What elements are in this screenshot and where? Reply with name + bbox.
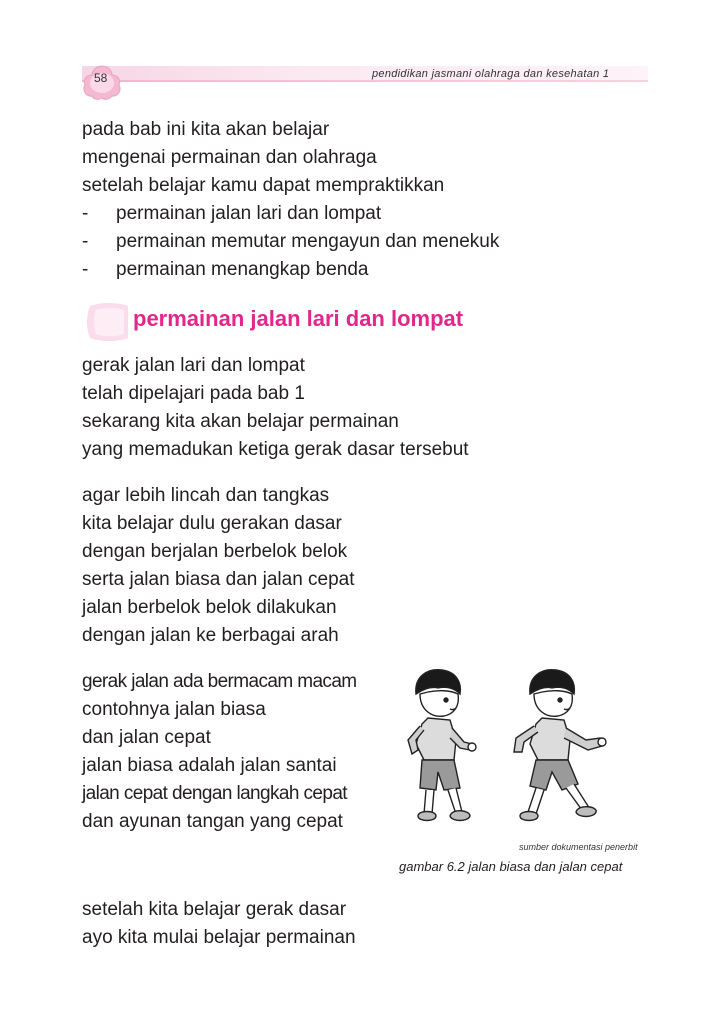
text-line: gerak jalan ada bermacam macam — [82, 671, 357, 692]
paragraph-3 — [82, 668, 357, 836]
bullet-text: permainan menangkap benda — [116, 259, 369, 280]
walking-children-illustration — [398, 664, 648, 844]
text-line: dan jalan cepat — [82, 727, 211, 748]
text-line: kita belajar dulu gerakan dasar — [82, 513, 342, 534]
intro-line: pada bab ini kita akan belajar — [82, 119, 330, 140]
child-walking-normal — [408, 670, 476, 821]
text-line: dengan berjalan berbelok belok — [82, 541, 348, 562]
section-title: permainan jalan lari dan lompat — [133, 306, 464, 331]
bullet-dash: - — [82, 203, 89, 224]
text-line: contohnya jalan biasa — [82, 699, 266, 720]
bullet-item — [82, 200, 499, 228]
bullet-item — [82, 228, 499, 256]
bullet-dash: - — [82, 231, 89, 252]
text-line: setelah kita belajar gerak dasar — [82, 899, 347, 920]
text-line: gerak jalan lari dan lompat — [82, 355, 305, 376]
text-line: jalan berbelok belok dilakukan — [82, 597, 337, 618]
text-line: agar lebih lincah dan tangkas — [82, 485, 330, 506]
child-walking-fast — [514, 670, 606, 821]
text-line: jalan biasa adalah jalan santai — [82, 755, 337, 776]
book-title: pendidikan jasmani olahraga dan kesehatan 1 — [372, 68, 610, 80]
paragraph-2 — [82, 482, 355, 650]
text-line: ayo kita mulai belajar permainan — [82, 927, 356, 948]
page-number: 58 — [94, 71, 108, 85]
figure-caption: gambar 6.2 jalan biasa dan jalan cepat — [399, 859, 623, 874]
text-line: dengan jalan ke berbagai arah — [82, 625, 339, 646]
text-line: dan ayunan tangan yang cepat — [82, 811, 343, 832]
intro-line: setelah belajar kamu dapat mempraktikkan — [82, 175, 445, 196]
section-marker-icon — [84, 302, 132, 342]
bullet-text: permainan jalan lari dan lompat — [116, 203, 382, 224]
bullet-text: permainan memutar mengayun dan menekuk — [116, 231, 500, 252]
intro-line: mengenai permainan dan olahraga — [82, 147, 377, 168]
text-line: serta jalan biasa dan jalan cepat — [82, 569, 355, 590]
text-line: sekarang kita akan belajar permainan — [82, 411, 399, 432]
paragraph-1 — [82, 352, 469, 464]
intro-text — [82, 116, 499, 284]
text-line: jalan cepat dengan langkah cepat — [82, 783, 347, 804]
header-rule — [82, 80, 648, 82]
text-line: yang memadukan ketiga gerak dasar tersebut — [82, 439, 469, 460]
bullet-item — [82, 256, 499, 284]
image-credit: sumber dokumentasi penerbit — [519, 842, 638, 852]
text-line: telah dipelajari pada bab 1 — [82, 383, 305, 404]
bullet-dash: - — [82, 259, 89, 280]
paragraph-4 — [82, 896, 356, 952]
